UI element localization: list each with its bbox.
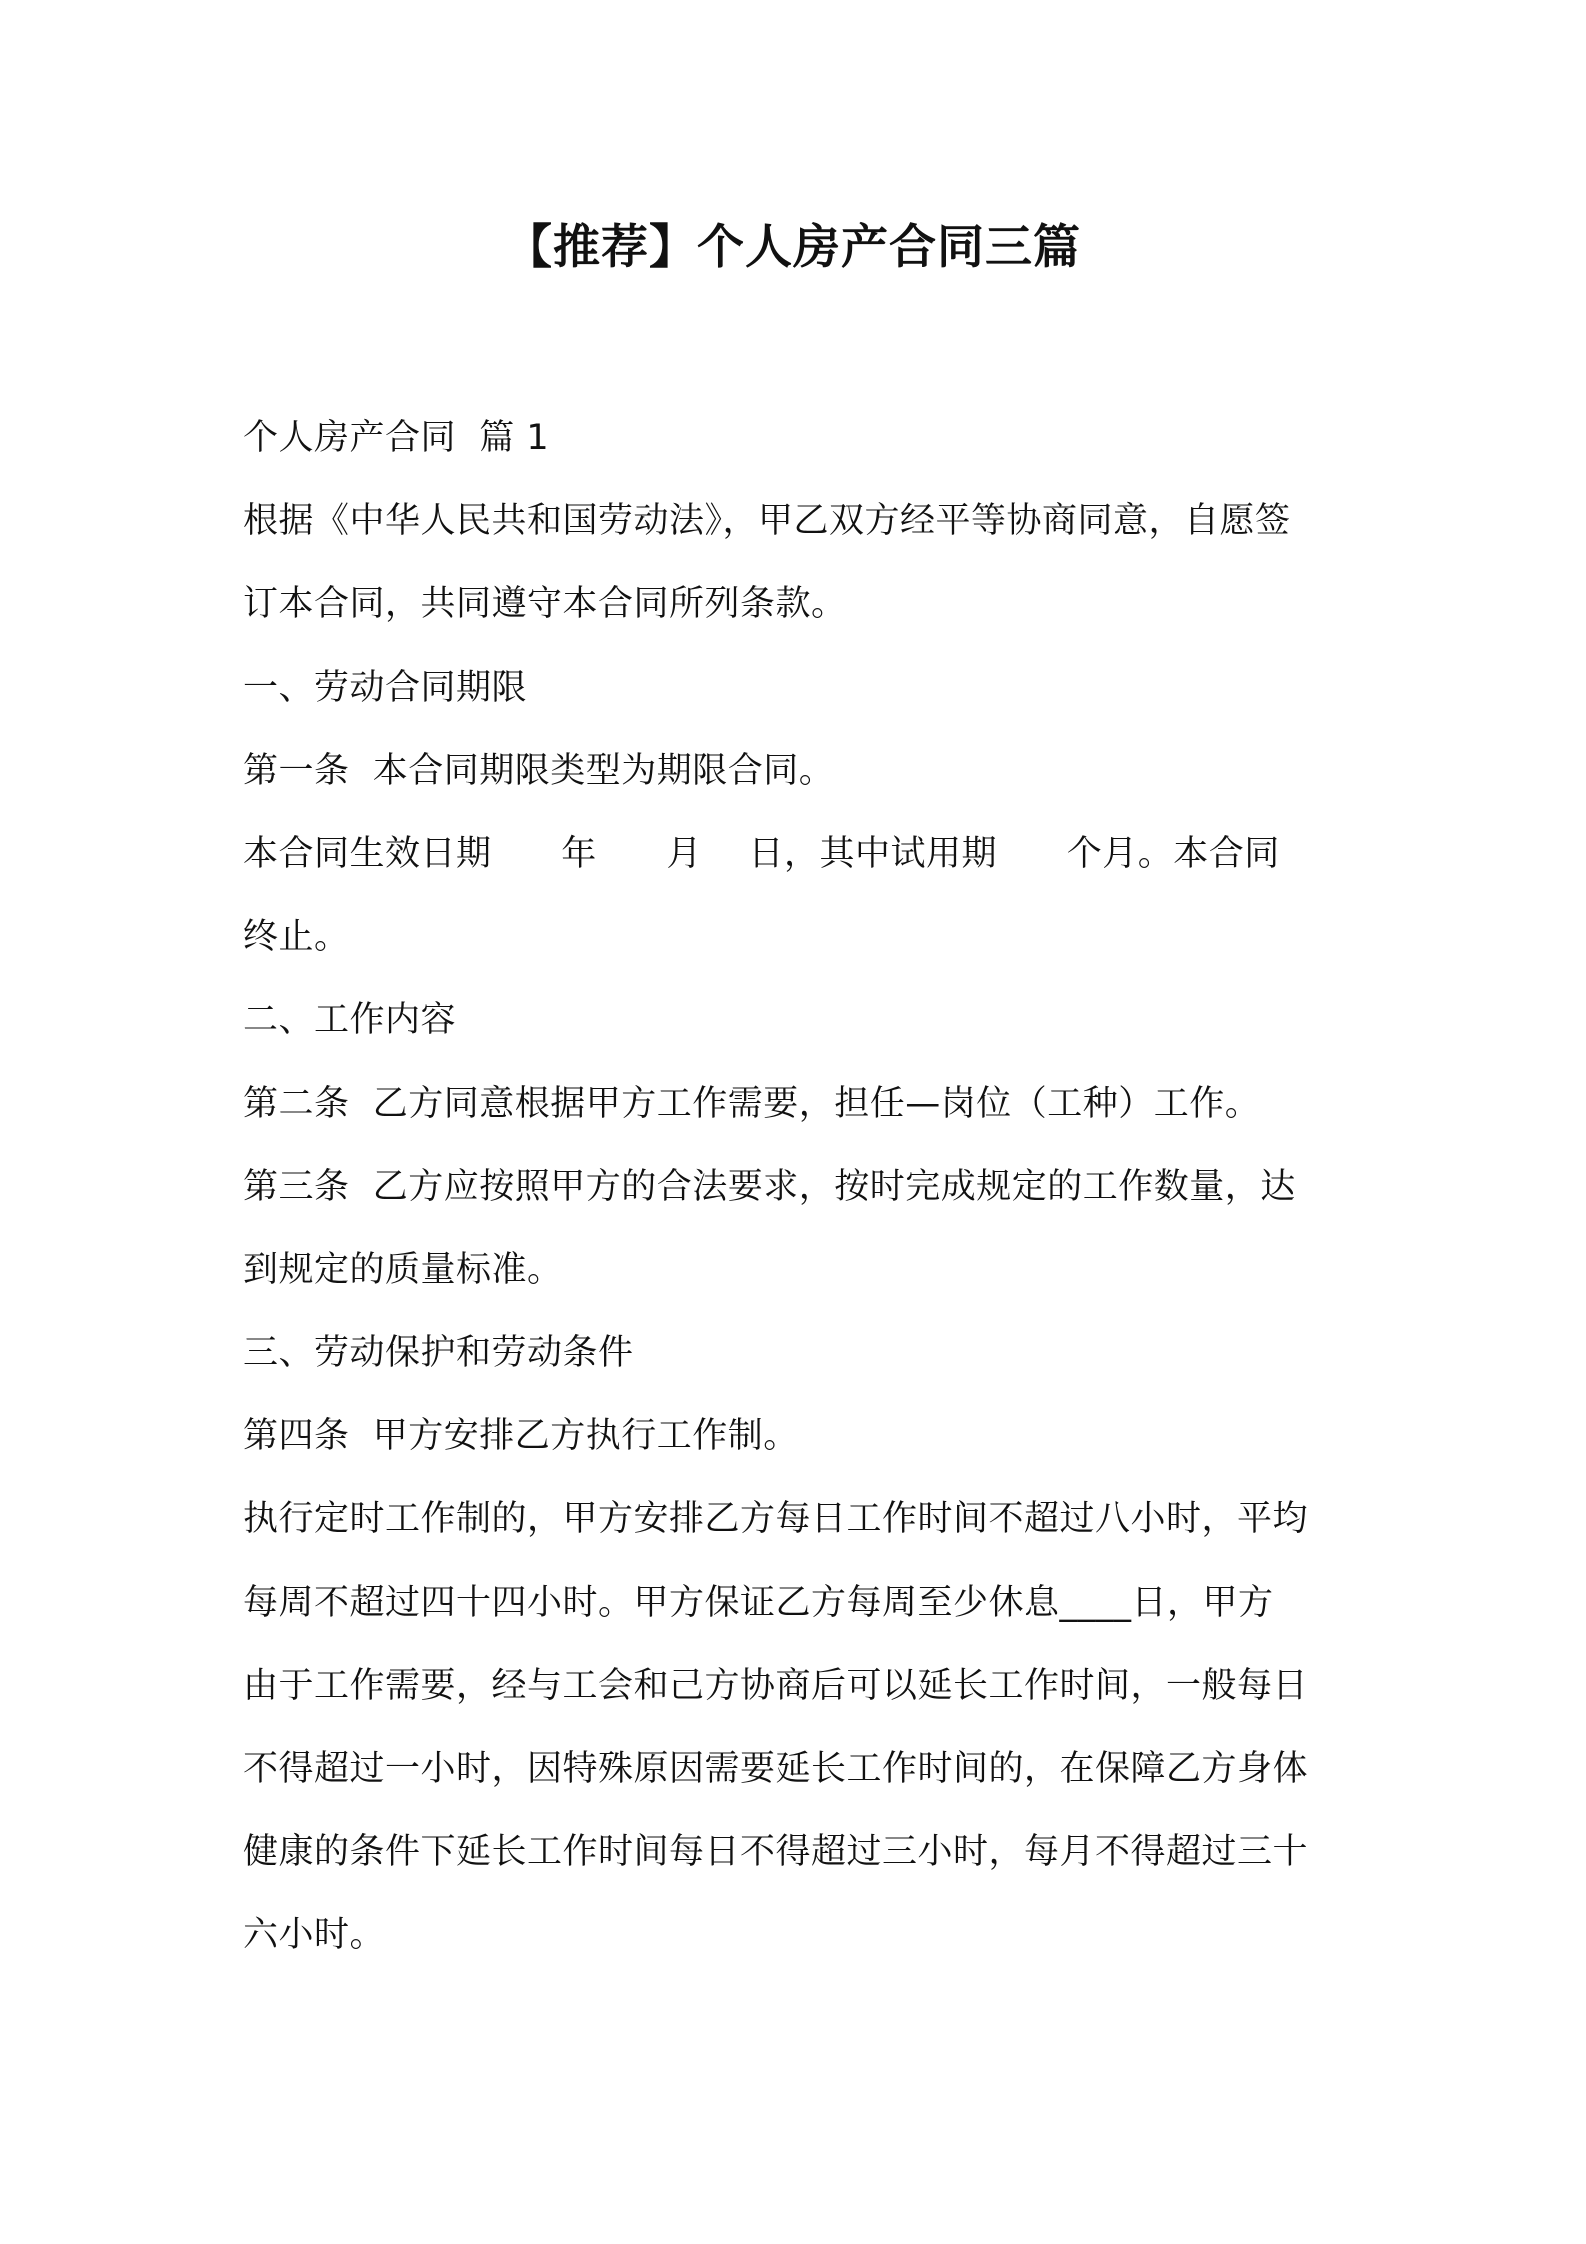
clause-line: 第二条 乙方同意根据甲方工作需要，担任—岗位（工种）工作。	[243, 1083, 1261, 1124]
paragraph-line: 六小时。	[243, 1915, 386, 1956]
paragraph-line: 本合同生效日期 年 月 日，其中试用期 个月。本合同	[243, 833, 1280, 874]
paragraph-line: 由于工作需要，经与工会和己方协商后可以延长工作时间，一般每日	[243, 1665, 1309, 1706]
clause-line: 第一条 本合同期限类型为期限合同。	[243, 750, 835, 791]
section-heading: 三、劳动保护和劳动条件	[243, 1333, 634, 1374]
document-title: 【推荐】个人房产合同三篇	[505, 220, 1081, 275]
paragraph-line: 每周不超过四十四小时。甲方保证乙方每周至少休息____日，甲方	[243, 1582, 1274, 1623]
paragraph-line: 终止。	[243, 917, 350, 958]
paragraph-line: 到规定的质量标准。	[243, 1249, 563, 1290]
paragraph-line: 不得超过一小时，因特殊原因需要延长工作时间的，在保障乙方身体	[243, 1749, 1309, 1789]
document-body	[243, 397, 1353, 1978]
clause-line: 第四条 甲方安排乙方执行工作制。	[243, 1416, 799, 1457]
section-heading: 一、劳动合同期限	[243, 667, 528, 708]
section-heading: 二、工作内容	[243, 1000, 457, 1041]
paragraph-line: 健康的条件下延长工作时间每日不得超过三小时，每月不得超过三十	[243, 1832, 1309, 1873]
paragraph-line: 根据《中华人民共和国劳动法》，甲乙双方经平等协商同意，自愿签	[243, 501, 1291, 542]
clause-line: 第三条 乙方应按照甲方的合法要求，按时完成规定的工作数量，达	[243, 1166, 1296, 1207]
paragraph-line: 订本合同，共同遵守本合同所列条款。	[243, 584, 847, 625]
section-heading: 个人房产合同 篇 1	[243, 418, 550, 458]
paragraph-line: 执行定时工作制的，甲方安排乙方每日工作时间不超过八小时，平均	[243, 1499, 1309, 1540]
